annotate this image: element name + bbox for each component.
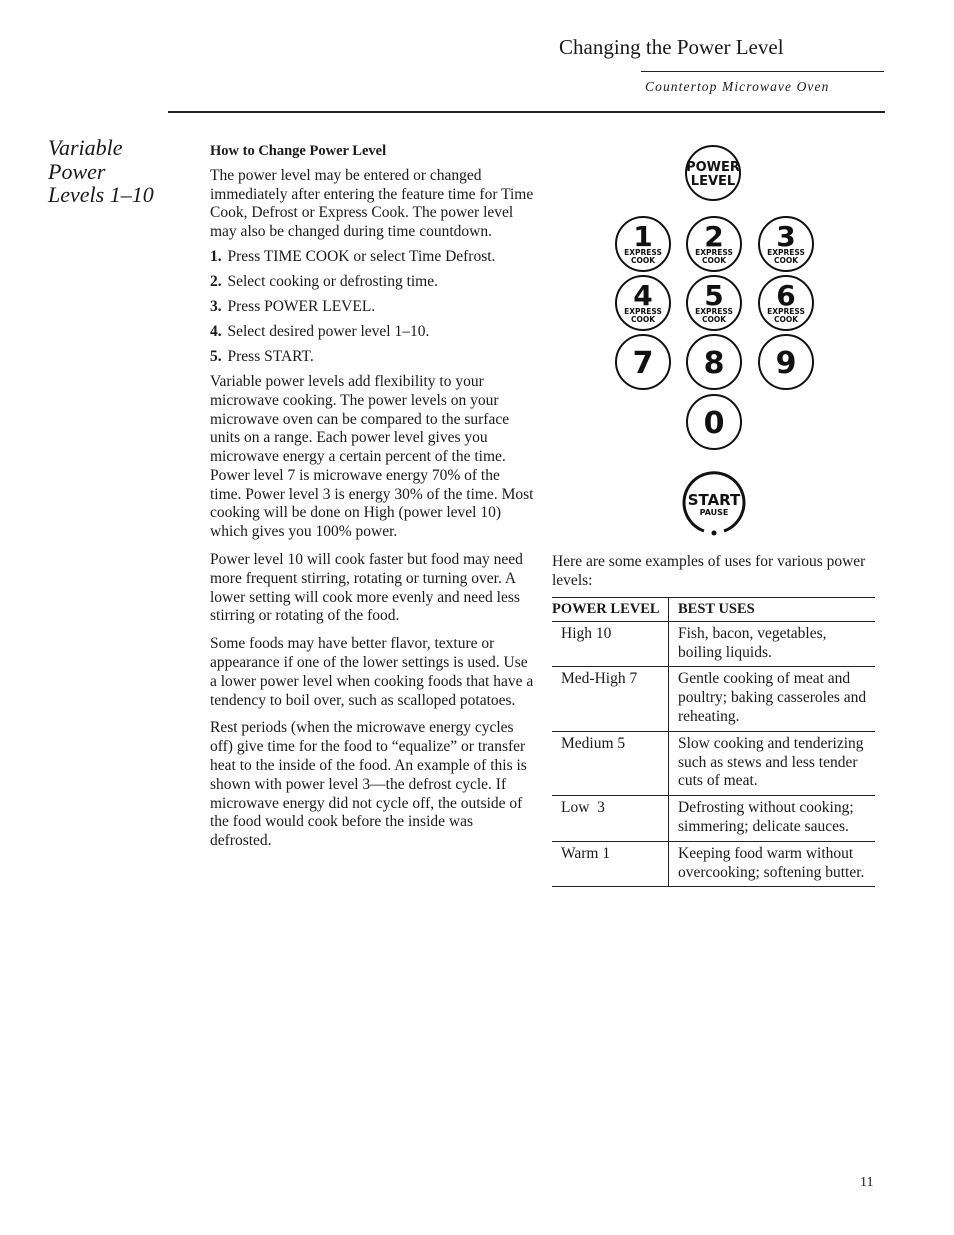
uses-cell: Fish, bacon, vegetables, boiling liquids.: [669, 621, 876, 667]
key-digit: 6: [776, 279, 796, 312]
power-key-label: POWER: [686, 160, 740, 175]
key-digit: 1: [633, 220, 653, 253]
table-row: [552, 667, 875, 731]
key-digit: 7: [632, 346, 654, 381]
express-label: EXPRESS: [624, 248, 662, 257]
key-digit: 3: [776, 220, 796, 253]
page-number: 11: [860, 1175, 874, 1190]
table-row: [552, 841, 875, 887]
examples-intro: Here are some examples of uses for various power levels:: [552, 553, 866, 589]
pause-label: PAUSE: [699, 508, 729, 517]
instructions-column: [210, 142, 535, 860]
level-cell: Med-High 7: [552, 667, 669, 731]
page-title: Changing the Power Level: [559, 35, 784, 59]
start-label: START: [687, 491, 741, 509]
number-key-5: [687, 276, 741, 330]
body-paragraph: Rest periods (when the microwave energy cycles off) give time for the food to “equalize” or transfer heat to the inside of the food. An example of this is shown with power level 3—the defrost cycle. If microwave energy did not cycle off, the outside of the food would cook before the inside was defrosted.: [210, 719, 527, 850]
step-number: 2.: [210, 272, 222, 290]
number-key-3: [759, 217, 813, 271]
step-number: 1.: [210, 247, 222, 265]
intro-paragraph: The power level may be entered or changed immediately after entering the feature time for Time Cook, Defrost or Express Cook. The power level may also be changed during time countdown.: [210, 166, 534, 241]
list-item: [210, 248, 535, 267]
list-item: [210, 323, 535, 342]
express-label: EXPRESS: [695, 248, 733, 257]
power-level-key: [686, 146, 740, 200]
instructions-heading: How to Change Power Level: [210, 143, 387, 159]
header-divider: [168, 111, 885, 113]
table-row: [552, 621, 875, 667]
number-key-8: [687, 335, 741, 389]
column-header-power-level: POWER LEVEL: [552, 598, 669, 622]
uses-cell: Slow cooking and tenderizing such as stews and less tender cuts of meat.: [669, 731, 876, 795]
express-label: COOK: [630, 315, 656, 324]
header-divider-short: [641, 71, 884, 72]
key-digit: 4: [633, 279, 653, 312]
express-label: EXPRESS: [767, 307, 805, 316]
express-label: COOK: [773, 315, 799, 324]
level-cell: Low 3: [552, 796, 669, 842]
body-paragraph: Some foods may have better flavor, texture or appearance if one of the lower settings is used. Use a lower power level when cooking foods that have a tendency to boil over, such as scalloped potatoes.: [210, 635, 534, 709]
step-text: Select cooking or defrosting time.: [227, 272, 438, 290]
step-text: Select desired power level 1–10.: [227, 322, 430, 340]
table-row: [552, 731, 875, 795]
key-digit: 0: [703, 406, 725, 441]
body-paragraph: Power level 10 will cook faster but food may need more frequent stirring, rotating or turning over. A lower setting will cook more evenly and need less stirring or rotating of the food.: [210, 551, 523, 625]
power-level-table: [552, 597, 875, 887]
level-cell: High 10: [552, 621, 669, 667]
key-digit: 5: [704, 279, 724, 312]
number-key-1: [616, 217, 670, 271]
section-title-line: Levels 1–10: [48, 182, 154, 207]
express-label: EXPRESS: [767, 248, 805, 257]
level-cell: Warm 1: [552, 841, 669, 887]
step-number: 3.: [210, 297, 222, 315]
number-key-6: [759, 276, 813, 330]
key-digit: 9: [775, 346, 797, 381]
section-title-line: Variable: [48, 135, 123, 160]
express-label: EXPRESS: [624, 307, 662, 316]
table-header-row: [552, 598, 875, 622]
number-key-0: [687, 395, 741, 449]
body-paragraph: Variable power levels add flexibility to your microwave cooking. The power levels on your microwave oven can be compared to the surface units on a range. Each power level gives you microwave energy a certain percent of the time. Power level 7 is microwave energy 70% of the time. Power level 3 is energy 30% of the time. Most cooking will be done on High (power level 10) which gives you 100% power.: [210, 372, 534, 541]
number-key-4: [616, 276, 670, 330]
number-key-9: [759, 335, 813, 389]
page-subtitle: Countertop Microwave Oven: [645, 79, 830, 94]
list-item: [210, 348, 535, 367]
steps-list: [210, 248, 535, 367]
step-text: Press POWER LEVEL.: [227, 297, 376, 315]
step-text: Press TIME COOK or select Time Defrost.: [227, 247, 496, 265]
start-pause-key: [684, 473, 744, 536]
step-number: 5.: [210, 347, 222, 365]
number-key-7: [616, 335, 670, 389]
list-item: [210, 298, 535, 317]
table-row: [552, 796, 875, 842]
section-title-line: Power: [48, 158, 106, 184]
column-header-best-uses: BEST USES: [669, 598, 876, 622]
express-label: COOK: [701, 315, 727, 324]
express-label: COOK: [773, 256, 799, 265]
step-text: Press START.: [227, 347, 314, 365]
express-label: COOK: [701, 256, 727, 265]
power-key-label: LEVEL: [690, 174, 736, 189]
level-cell: Medium 5: [552, 731, 669, 795]
uses-cell: Gentle cooking of meat and poultry; baking casseroles and reheating.: [669, 667, 876, 731]
list-item: [210, 273, 535, 292]
section-title: [48, 136, 154, 207]
key-digit: 8: [703, 346, 725, 381]
keypad-illustration: [600, 140, 830, 540]
uses-cell: Keeping food warm without overcooking; softening butter.: [669, 841, 876, 887]
key-digit: 2: [704, 220, 724, 253]
number-key-2: [687, 217, 741, 271]
express-label: COOK: [630, 256, 656, 265]
step-number: 4.: [210, 322, 222, 340]
uses-cell: Defrosting without cooking; simmering; delicate sauces.: [669, 796, 876, 842]
express-label: EXPRESS: [695, 307, 733, 316]
